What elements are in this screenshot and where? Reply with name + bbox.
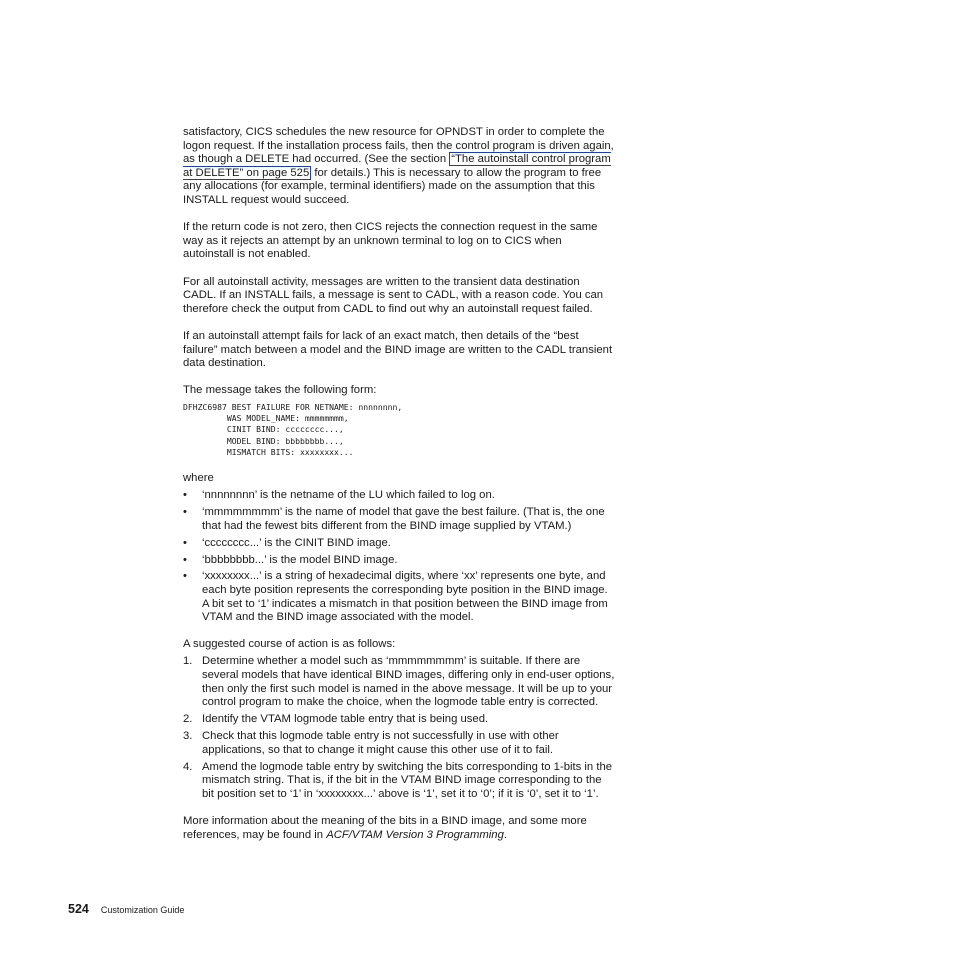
bullet-glyph: • xyxy=(183,505,187,518)
message-line: WAS MODEL_NAME: mmmmmmmm, xyxy=(183,413,349,424)
list-item xyxy=(183,554,615,568)
intro-text-after: for details.) This is necessary to allow the program to free any allocations (for example, terminal identifiers) made on the assumption that this INSTALL request would succeed. xyxy=(183,166,602,206)
step-item xyxy=(183,655,615,709)
where-label: where xyxy=(183,472,214,485)
step-item xyxy=(183,730,615,757)
closing-paragraph xyxy=(183,815,615,842)
bullet-glyph: • xyxy=(183,536,187,549)
step-text: Identify the VTAM logmode table entry that is being used. xyxy=(202,713,489,726)
message-line: MODEL BIND: bbbbbbbb..., xyxy=(183,435,344,446)
book-title: Customization Guide xyxy=(100,905,185,915)
message-form-intro: The message takes the following form: xyxy=(183,384,377,397)
book-reference: ACF/VTAM Version 3 Programming xyxy=(326,828,504,841)
message-example xyxy=(183,402,615,458)
intro-paragraph xyxy=(183,126,615,208)
step-text: Amend the logmode table entry by switching the bits corresponding to 1-bits in the mismatch string. That is, if the bit in the VTAM BIND image corresponding to the bit position set to ‘1’ in ‘xxxxxxxx...’ above is ‘1’, set it to ‘0’; if it is ‘0’, set it to ‘1’. xyxy=(202,760,613,800)
list-item xyxy=(183,537,615,551)
action-steps-list xyxy=(183,655,615,801)
best-failure-paragraph: If an autoinstall attempt fails for lack of an exact match, then details of the “best failure” match between a model and the BIND image are written to the CADL transient data destination. xyxy=(183,329,613,370)
closing-text: More information about the meaning of the bits in a BIND image, and some more references, may be found in xyxy=(183,815,587,841)
step-item xyxy=(183,713,615,727)
autoinstall-delete-link[interactable]: “The autoinstall control program at DELETE” on page 525 xyxy=(183,153,611,179)
bullet-glyph: • xyxy=(183,488,187,501)
bullet-glyph: • xyxy=(183,553,187,566)
action-intro: A suggested course of action is as follows: xyxy=(183,638,396,651)
message-line: DFHZC6987 BEST FAILURE FOR NETNAME: nnnnnnnn, xyxy=(183,401,403,412)
closing-period: . xyxy=(503,828,507,841)
step-number: 2. xyxy=(183,713,193,726)
field-definition-list xyxy=(183,489,615,625)
page-footer xyxy=(68,900,184,918)
list-item xyxy=(183,506,615,533)
list-item-text: ‘xxxxxxxx...’ is a string of hexadecimal digits, where ‘xx’ represents one byte, and each byte position represents the corresponding byte position in the BIND image. A bit set to ‘1’ indicates a mismatch in that position between the BIND image from VTAM and the BIND image associated with the model. xyxy=(202,570,608,624)
intro-text-before: satisfactory, CICS schedules the new resource for OPNDST in order to complete the logon request. If the installation process fails, then the control program is driven again, as though a DELETE had occurred. (See the section xyxy=(183,126,614,166)
step-text: Check that this logmode table entry is not successfully in use with other applications, so that to change it might cause this other use of it to fail. xyxy=(202,730,559,756)
step-number: 3. xyxy=(183,730,193,743)
list-item xyxy=(183,570,615,624)
bullet-glyph: • xyxy=(183,570,187,583)
step-number: 4. xyxy=(183,760,193,773)
page-body xyxy=(183,126,615,842)
message-line: MISMATCH BITS: xxxxxxxx... xyxy=(183,447,354,458)
step-text: Determine whether a model such as ‘mmmmmmmm’ is suitable. If there are several models that have identical BIND images, differing only in end-user options, then only the first such model is named in the above message. It will be up to your control program to make the choice, when the logmode table entry is corrected. xyxy=(202,655,615,709)
list-item-text: ‘cccccccc...’ is the CINIT BIND image. xyxy=(202,536,391,549)
cadl-paragraph: For all autoinstall activity, messages are written to the transient data destination CADL. If an INSTALL fails, a message is sent to CADL, with a reason code. You can therefore check the output from CADL to find out why an autoinstall request failed. xyxy=(183,275,604,315)
return-code-paragraph: If the return code is not zero, then CICS rejects the connection request in the same way as it rejects an attempt by an unknown terminal to log on to CICS when autoinstall is not enabled. xyxy=(183,221,598,261)
step-item xyxy=(183,761,615,802)
page-number: 524 xyxy=(68,902,89,916)
list-item-text: ‘bbbbbbbb...’ is the model BIND image. xyxy=(202,553,398,566)
list-item-text: ‘nnnnnnnn’ is the netname of the LU which failed to log on. xyxy=(202,488,495,501)
step-number: 1. xyxy=(183,655,193,668)
list-item-text: ‘mmmmmmmm’ is the name of model that gave the best failure. (That is, the one that had the fewest bits different from the BIND image supplied by VTAM.) xyxy=(202,505,605,532)
message-line: CINIT BIND: cccccccc..., xyxy=(183,424,344,435)
list-item xyxy=(183,489,615,503)
